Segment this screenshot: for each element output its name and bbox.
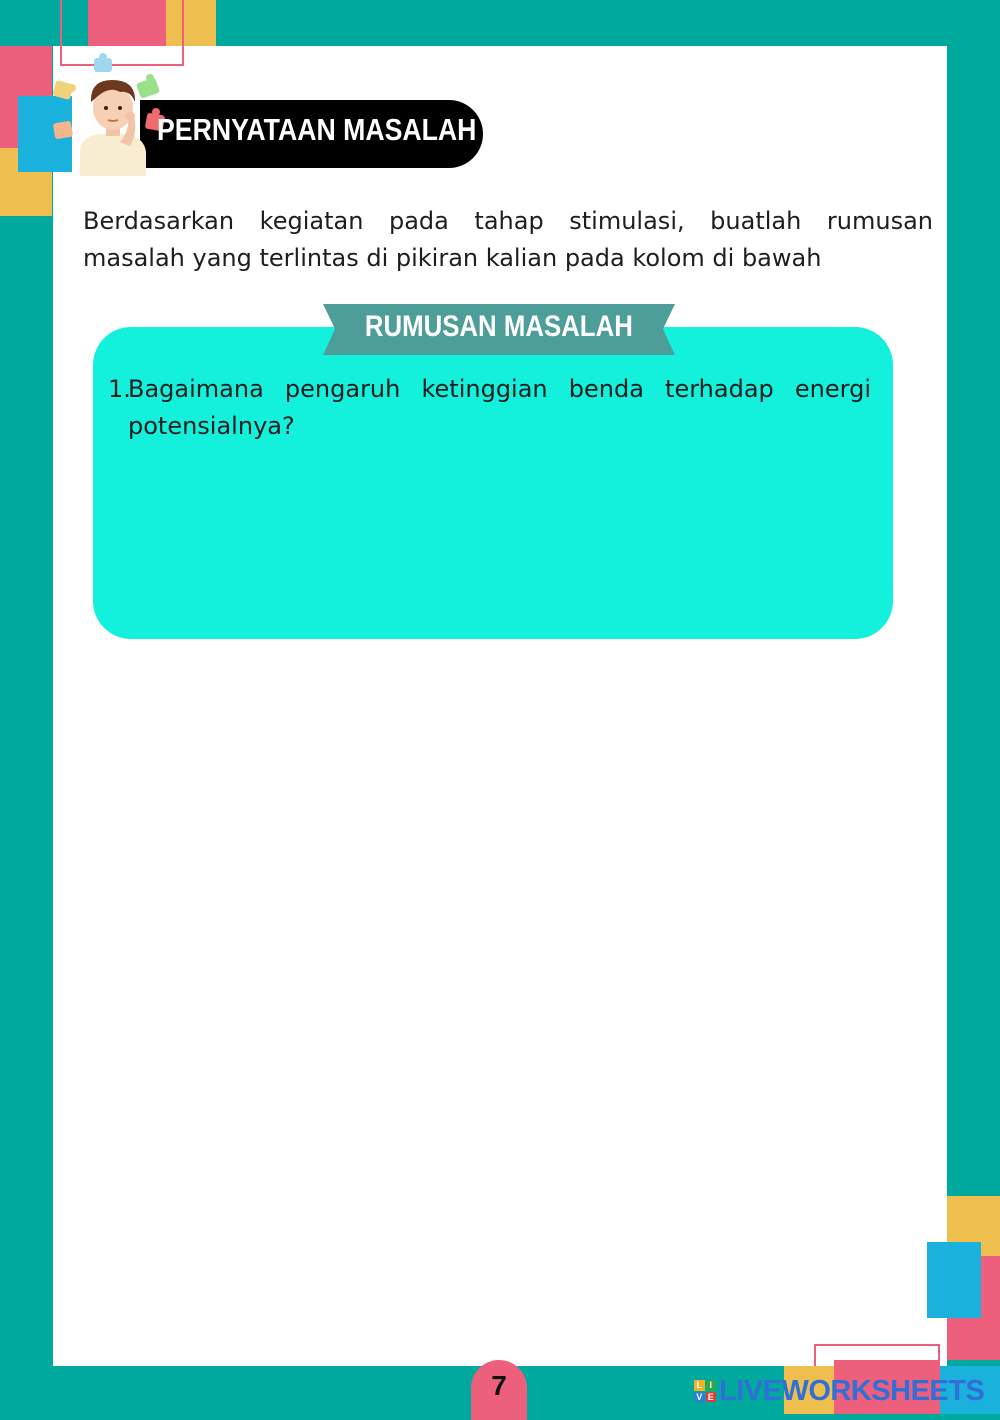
question-number: 1.	[108, 375, 131, 403]
brand-text-worksheets: WORKSHEETS	[781, 1374, 985, 1407]
box-title: RUMUSAN MASALAH	[364, 310, 634, 343]
brand-watermark	[694, 1373, 984, 1409]
brand-text-live: LIVE	[719, 1374, 782, 1407]
corner-block-blue-right	[927, 1242, 981, 1318]
section-title: PERNYATAAN MASALAH	[157, 112, 477, 147]
liveworksheets-logo-icon: L I V E	[694, 1380, 716, 1402]
question-text[interactable]: Bagaimana pengaruh ketinggian benda terhadap energi potensialnya?	[128, 375, 871, 440]
page-number: 7	[491, 1370, 507, 1401]
instruction-text: Berdasarkan kegiatan pada tahap stimulasi, buatlah rumusan masalah yang terlintas di pikiran kalian pada kolom di bawah	[83, 207, 933, 272]
